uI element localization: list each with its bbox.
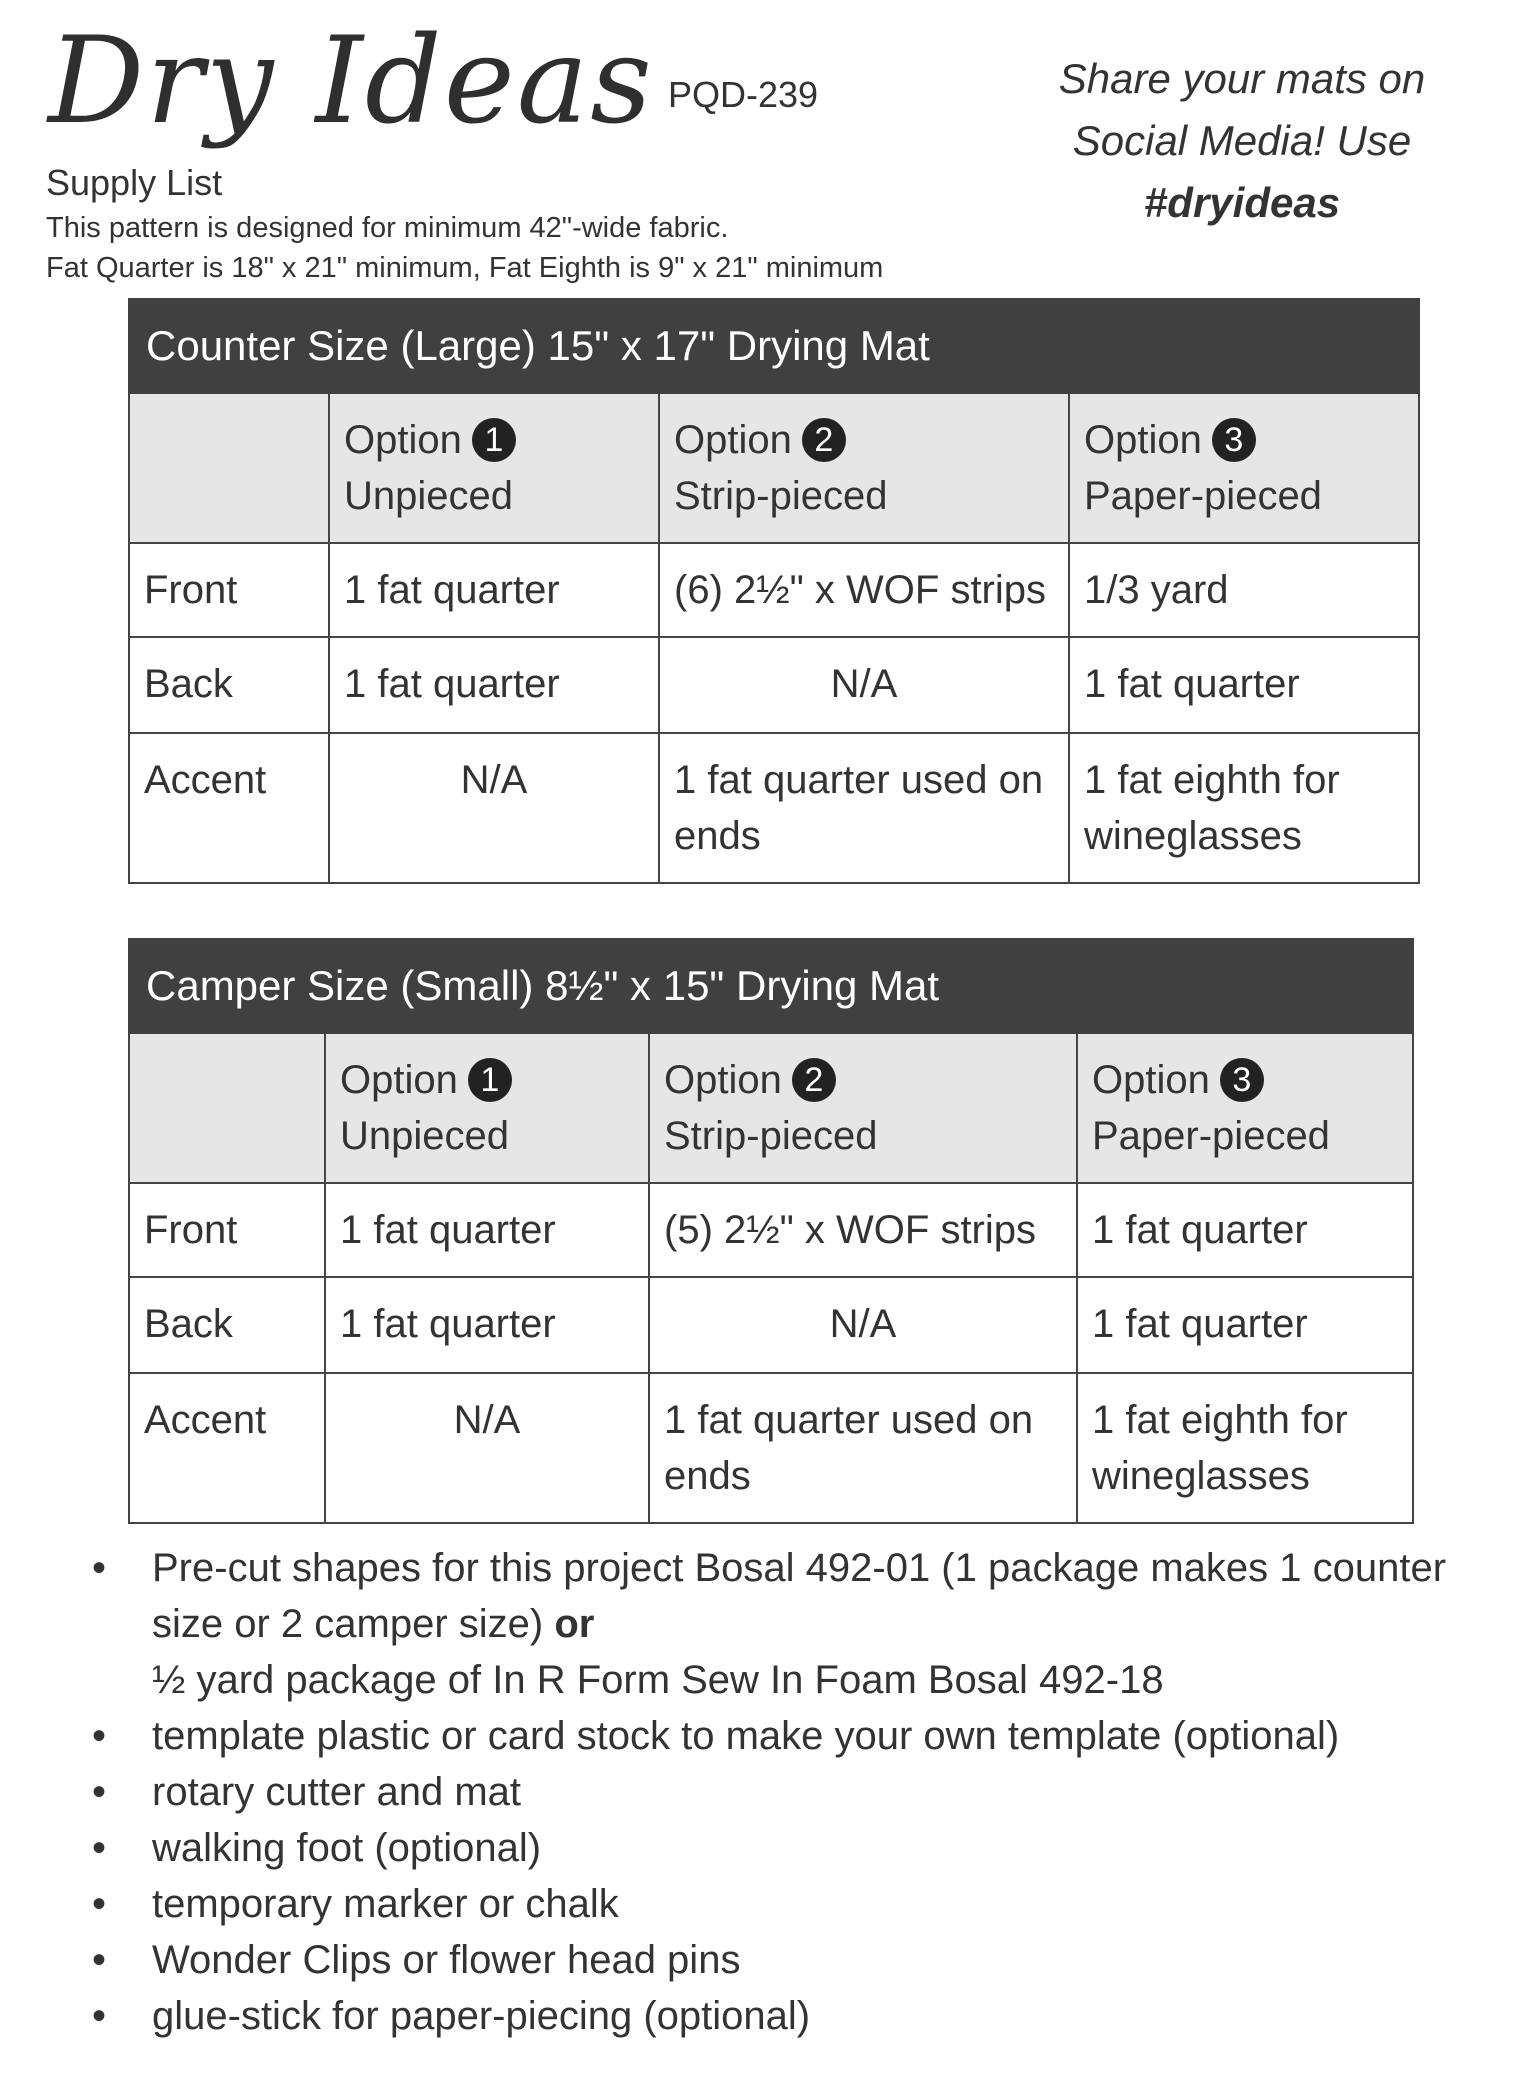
table-cell: 1 fat quarter <box>325 1183 649 1277</box>
option-method: Strip-pieced <box>674 474 888 518</box>
option-number-badge: 2 <box>802 418 846 462</box>
table-cell: 1 fat quarter used on ends <box>649 1373 1077 1523</box>
option-label: Option <box>344 418 462 462</box>
option-method: Strip-pieced <box>664 1114 878 1158</box>
logo: Dry Ideas <box>48 12 654 151</box>
option-label: Option <box>1084 418 1202 462</box>
table-cell: 1 fat quarter <box>329 543 659 637</box>
table-cell: N/A <box>329 733 659 883</box>
supply-list-heading: Supply List <box>46 162 223 203</box>
list-item-or: or <box>554 1602 595 1646</box>
header-empty-cell <box>129 1033 325 1183</box>
table-row <box>129 1373 1413 1523</box>
list-item <box>92 1876 1512 1932</box>
table-row <box>129 733 1419 883</box>
option-label: Option <box>1092 1058 1210 1102</box>
supply-bullet-list <box>92 1540 1512 2044</box>
list-item <box>92 1820 1512 1876</box>
table-cell: (6) 2½" x WOF strips <box>659 543 1069 637</box>
option-number-badge: 1 <box>472 418 516 462</box>
share-callout <box>1002 48 1482 234</box>
option-method: Unpieced <box>344 474 514 518</box>
row-label: Accent <box>129 733 329 883</box>
share-line-1: Share your mats on <box>1058 55 1426 102</box>
table-row <box>129 1277 1413 1373</box>
row-label: Back <box>129 1277 325 1373</box>
table-cell: 1 fat quarter <box>1077 1277 1413 1373</box>
list-item-text: walking foot (optional) <box>152 1826 542 1870</box>
option-label: Option <box>664 1058 782 1102</box>
table-row <box>129 1183 1413 1277</box>
bullet-icon: • <box>92 1770 107 1814</box>
table-cell: 1/3 yard <box>1069 543 1419 637</box>
table-cell: 1 fat quarter <box>1077 1183 1413 1277</box>
option-label: Option <box>674 418 792 462</box>
list-item-text-alt: ½ yard package of In R Form Sew In Foam Bosal 492-18 <box>152 1658 1164 1702</box>
list-item <box>92 1988 1512 2044</box>
table-cell: 1 fat eighth for wineglasses <box>1077 1373 1413 1523</box>
option-method: Paper-pieced <box>1084 474 1322 518</box>
list-item-text: Wonder Clips or flower head pins <box>152 1938 741 1982</box>
table-cell: (5) 2½" x WOF strips <box>649 1183 1077 1277</box>
table-cell: 1 fat quarter used on ends <box>659 733 1069 883</box>
option-header-3 <box>1069 393 1419 543</box>
fat-quarter-note: Fat Quarter is 18" x 21" minimum, Fat Eighth is 9" x 21" minimum <box>46 252 884 284</box>
list-item-text: temporary marker or chalk <box>152 1882 619 1926</box>
header-empty-cell <box>129 393 329 543</box>
share-line-2: Social Media! Use <box>1072 117 1412 164</box>
list-item <box>92 1764 1512 1820</box>
table-row <box>129 543 1419 637</box>
share-hashtag: #dryideas <box>1143 179 1341 226</box>
pattern-code: PQD-239 <box>668 74 819 115</box>
bullet-icon: • <box>92 1826 107 1870</box>
list-item-text: template plastic or card stock to make your own template (optional) <box>152 1714 1340 1758</box>
camper-size-table <box>128 938 1414 1524</box>
table-cell: 1 fat eighth for wineglasses <box>1069 733 1419 883</box>
table-cell: 1 fat quarter <box>329 637 659 733</box>
table-cell: N/A <box>659 637 1069 733</box>
option-method: Unpieced <box>340 1114 510 1158</box>
row-label: Front <box>129 543 329 637</box>
option-method: Paper-pieced <box>1092 1114 1330 1158</box>
bullet-icon: • <box>92 1994 107 2038</box>
bullet-icon: • <box>92 1714 107 1758</box>
list-item-text: rotary cutter and mat <box>152 1770 522 1814</box>
list-item-text: Pre-cut shapes for this project Bosal 492-01 (1 package makes 1 counter size or 2 camper size) <box>152 1546 1447 1646</box>
option-header-3 <box>1077 1033 1413 1183</box>
list-item <box>92 1932 1512 1988</box>
row-label: Front <box>129 1183 325 1277</box>
option-number-badge: 3 <box>1212 418 1256 462</box>
table-row <box>129 637 1419 733</box>
table-cell: 1 fat quarter <box>325 1277 649 1373</box>
table-cell: N/A <box>649 1277 1077 1373</box>
bullet-icon: • <box>92 1546 107 1590</box>
fabric-width-note: This pattern is designed for minimum 42"-wide fabric. <box>46 212 729 244</box>
row-label: Accent <box>129 1373 325 1523</box>
list-item-text: glue-stick for paper-piecing (optional) <box>152 1994 811 2038</box>
table-cell: N/A <box>325 1373 649 1523</box>
row-label: Back <box>129 637 329 733</box>
list-item <box>92 1540 1512 1708</box>
option-header-2 <box>659 393 1069 543</box>
bullet-icon: • <box>92 1882 107 1926</box>
option-header-1 <box>325 1033 649 1183</box>
table-title: Camper Size (Small) 8½" x 15" Drying Mat <box>129 939 1413 1033</box>
option-number-badge: 3 <box>1220 1058 1264 1102</box>
list-item <box>92 1708 1512 1764</box>
table-title: Counter Size (Large) 15" x 17" Drying Mat <box>129 299 1419 393</box>
bullet-icon: • <box>92 1938 107 1982</box>
table-cell: 1 fat quarter <box>1069 637 1419 733</box>
option-header-1 <box>329 393 659 543</box>
option-label: Option <box>340 1058 458 1102</box>
option-header-2 <box>649 1033 1077 1183</box>
option-number-badge: 1 <box>468 1058 512 1102</box>
option-number-badge: 2 <box>792 1058 836 1102</box>
counter-size-table <box>128 298 1420 884</box>
